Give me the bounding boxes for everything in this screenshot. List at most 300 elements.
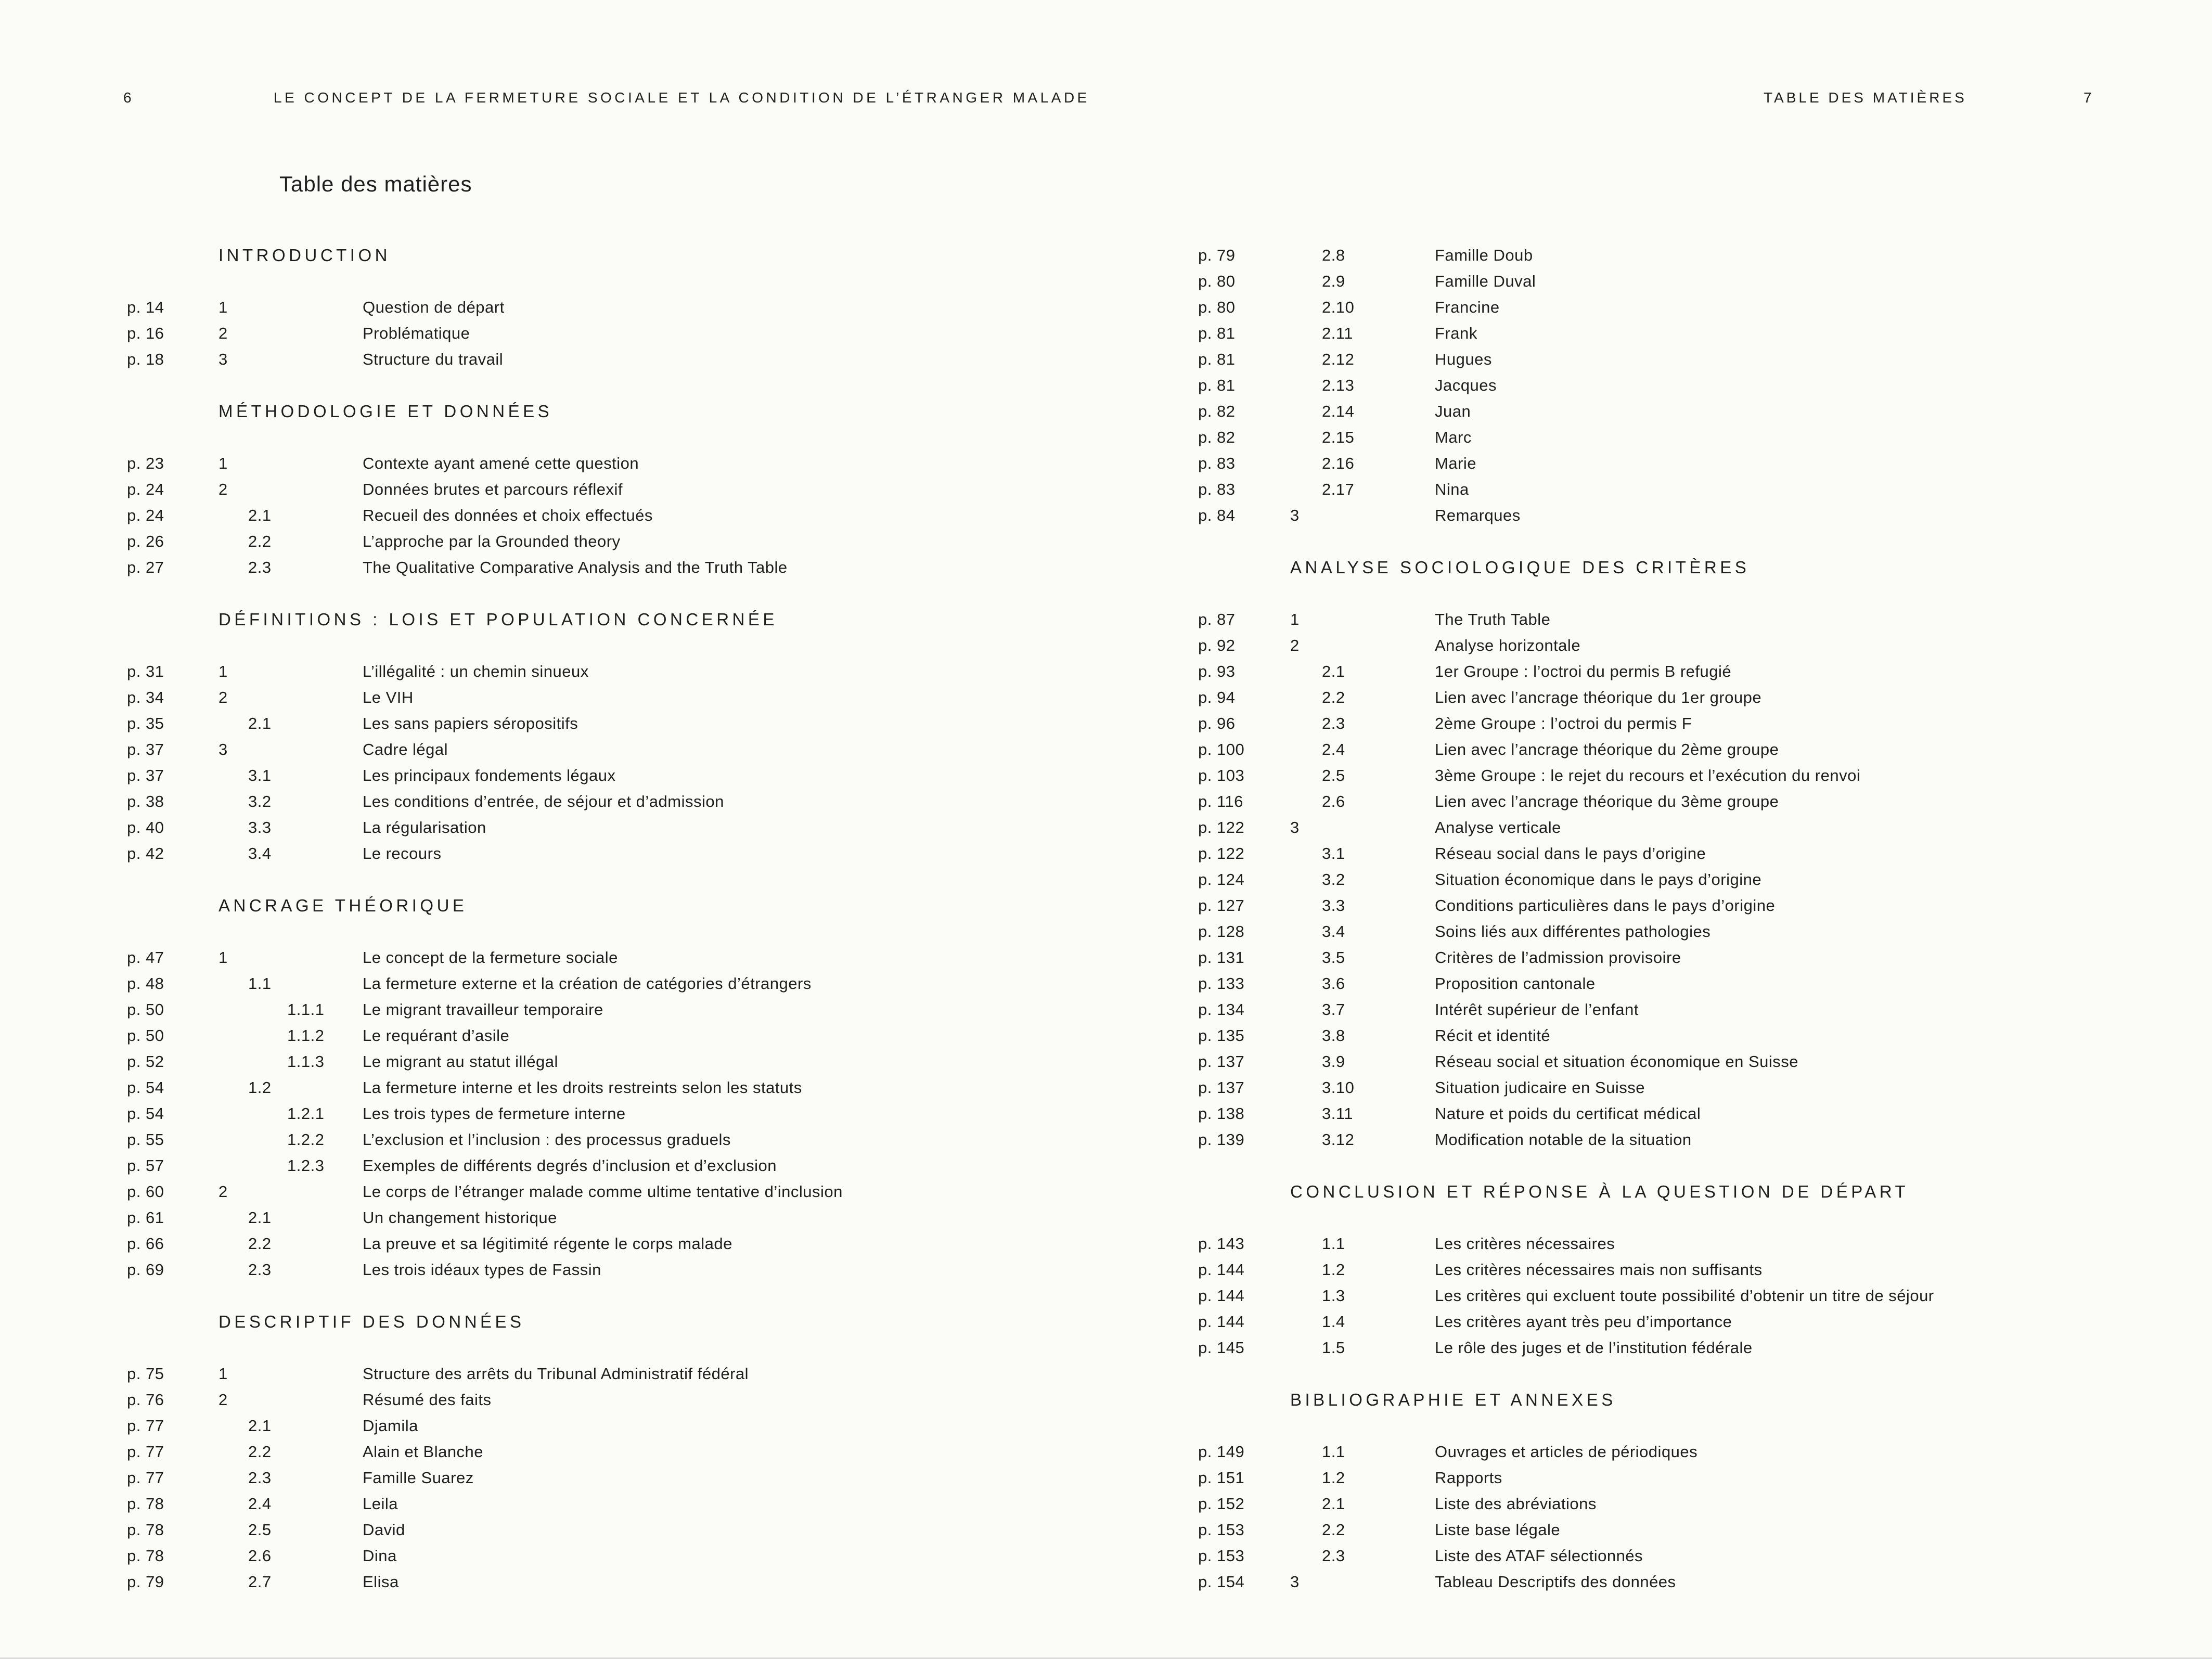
entry-title: Le corps de l’étranger malade comme ultime tentative d’inclusion [363, 1182, 843, 1201]
toc-entry [0, 477, 1106, 503]
entry-page-ref: p. 78 [127, 1521, 164, 1539]
entry-title: L’exclusion et l’inclusion : des processus graduels [363, 1130, 731, 1149]
entry-number: 2.12 [1322, 350, 1355, 368]
entry-page-ref: p. 149 [1198, 1443, 1245, 1461]
toc-entry [0, 555, 1106, 581]
toc-entry [1106, 945, 2212, 971]
entry-number: 3.4 [248, 844, 272, 863]
entry-number: 3 [1290, 506, 1300, 524]
toc-entry [0, 451, 1106, 477]
toc-entry [1106, 1543, 2212, 1569]
entry-page-ref: p. 122 [1198, 818, 1245, 837]
toc-entry [1106, 841, 2212, 867]
entry-page-ref: p. 122 [1198, 844, 1245, 863]
entry-page-ref: p. 84 [1198, 506, 1236, 524]
entry-number: 2 [218, 480, 228, 498]
entry-number: 1.4 [1322, 1313, 1345, 1331]
entry-number: 2.1 [248, 1208, 272, 1227]
section-heading: DESCRIPTIF DES DONNÉES [218, 1312, 525, 1331]
entry-page-ref: p. 31 [127, 662, 164, 680]
entry-title: 3ème Groupe : le rejet du recours et l’exécution du renvoi [1435, 766, 1861, 785]
toc-entry [1106, 320, 2212, 346]
entry-title: Structure du travail [363, 350, 504, 368]
entry-title: Francine [1435, 298, 1500, 316]
entry-number: 2 [1290, 636, 1300, 654]
toc-entry [0, 815, 1106, 841]
entry-number: 2.2 [248, 532, 272, 550]
entry-page-ref: p. 80 [1198, 298, 1236, 316]
entry-title: Réseau social et situation économique en Suisse [1435, 1052, 1799, 1071]
toc-entry [1106, 633, 2212, 659]
entry-page-ref: p. 81 [1198, 350, 1236, 368]
entry-number: 1 [218, 1365, 228, 1383]
entry-number: 3 [218, 350, 228, 368]
entry-page-ref: p. 137 [1198, 1078, 1245, 1097]
toc-entry [1106, 451, 2212, 477]
toc-entry [1106, 659, 2212, 685]
entry-number: 1.1.1 [287, 1000, 325, 1019]
toc-entry [1106, 919, 2212, 945]
entry-title: Les sans papiers séropositifs [363, 714, 578, 732]
entry-title: Rapports [1435, 1469, 1502, 1487]
entry-number: 3.8 [1322, 1026, 1345, 1045]
entry-page-ref: p. 48 [127, 974, 164, 993]
entry-title: Les critères nécessaires [1435, 1234, 1615, 1253]
entry-number: 1 [218, 662, 228, 680]
entry-page-ref: p. 80 [1198, 272, 1236, 290]
entry-page-ref: p. 76 [127, 1391, 164, 1409]
toc-entry [1106, 997, 2212, 1023]
entry-number: 2.15 [1322, 428, 1355, 446]
section-heading: CONCLUSION ET RÉPONSE À LA QUESTION DE DÉPART [1290, 1182, 1909, 1201]
entry-page-ref: p. 100 [1198, 740, 1245, 758]
entry-title: Recueil des données et choix effectués [363, 506, 653, 524]
toc-entry [1106, 711, 2212, 737]
entry-title: La régularisation [363, 818, 486, 837]
entry-page-ref: p. 35 [127, 714, 164, 732]
entry-number: 2.6 [1322, 792, 1345, 811]
entry-page-ref: p. 128 [1198, 922, 1245, 941]
entry-number: 3.1 [1322, 844, 1345, 863]
entry-title: Le recours [363, 844, 442, 863]
entry-page-ref: p. 83 [1198, 454, 1236, 472]
toc-column-left [0, 242, 1106, 1595]
entry-number: 3 [1290, 818, 1300, 837]
toc-entry [1106, 867, 2212, 893]
entry-number: 3.5 [1322, 948, 1345, 967]
toc-entry [1106, 372, 2212, 398]
toc-entry [1106, 971, 2212, 997]
entry-title: Conditions particulières dans le pays d’origine [1435, 896, 1776, 915]
toc-entry [1106, 1517, 2212, 1543]
entry-title: Cadre légal [363, 740, 448, 758]
entry-page-ref: p. 52 [127, 1052, 164, 1071]
entry-page-ref: p. 103 [1198, 766, 1245, 785]
entry-number: 1.1.3 [287, 1052, 325, 1071]
entry-number: 3.1 [248, 766, 272, 785]
entry-number: 1.2.3 [287, 1156, 325, 1175]
entry-title: Famille Duval [1435, 272, 1536, 290]
entry-title: Situation judicaire en Suisse [1435, 1078, 1645, 1097]
entry-title: Lien avec l’ancrage théorique du 1er groupe [1435, 688, 1762, 706]
toc-entry [0, 659, 1106, 685]
toc-entry [1106, 607, 2212, 633]
entry-number: 1.1 [1322, 1234, 1345, 1253]
entry-title: Soins liés aux différentes pathologies [1435, 922, 1711, 941]
entry-page-ref: p. 16 [127, 324, 164, 342]
toc-entry [0, 1101, 1106, 1127]
entry-title: L’illégalité : un chemin sinueux [363, 662, 589, 680]
entry-number: 2 [218, 1391, 228, 1409]
entry-number: 3.2 [1322, 870, 1345, 889]
toc-entry [1106, 503, 2212, 529]
toc-entry [1106, 893, 2212, 919]
entry-number: 2.1 [248, 506, 272, 524]
entry-page-ref: p. 144 [1198, 1261, 1245, 1279]
entry-page-ref: p. 87 [1198, 610, 1236, 628]
entry-title: Les principaux fondements légaux [363, 766, 616, 785]
entry-title: Le concept de la fermeture sociale [363, 948, 618, 967]
entry-title: Modification notable de la situation [1435, 1130, 1692, 1149]
toc-entry [0, 789, 1106, 815]
entry-number: 1 [218, 298, 228, 316]
entry-number: 2.2 [1322, 1521, 1345, 1539]
entry-number: 2.9 [1322, 272, 1345, 290]
entry-number: 1.2 [1322, 1469, 1345, 1487]
toc-entry [0, 1153, 1106, 1179]
entry-number: 2.5 [248, 1521, 272, 1539]
toc-entry [1106, 789, 2212, 815]
entry-number: 1.3 [1322, 1287, 1345, 1305]
toc-entry [1106, 398, 2212, 425]
entry-title: Question de départ [363, 298, 505, 316]
entry-number: 2.8 [1322, 246, 1345, 264]
entry-page-ref: p. 27 [127, 558, 164, 576]
entry-title: Nina [1435, 480, 1469, 498]
entry-number: 3.7 [1322, 1000, 1345, 1019]
entry-page-ref: p. 54 [127, 1104, 164, 1123]
entry-page-ref: p. 81 [1198, 376, 1236, 394]
toc-column-right [1106, 242, 2212, 1595]
toc-entry [1106, 737, 2212, 763]
toc-entry [1106, 685, 2212, 711]
entry-page-ref: p. 131 [1198, 948, 1245, 967]
entry-title: Les critères qui excluent toute possibilité d’obtenir un titre de séjour [1435, 1287, 1934, 1305]
entry-page-ref: p. 18 [127, 350, 164, 368]
entry-title: Djamila [363, 1417, 418, 1435]
entry-number: 2.1 [1322, 1495, 1345, 1513]
entry-title: Données brutes et parcours réflexif [363, 480, 623, 498]
toc-entry [0, 1439, 1106, 1465]
toc-entry [0, 1231, 1106, 1257]
entry-title: Nature et poids du certificat médical [1435, 1104, 1701, 1123]
entry-page-ref: p. 77 [127, 1469, 164, 1487]
section-heading: DÉFINITIONS : LOIS ET POPULATION CONCERNÉE [218, 610, 778, 629]
entry-number: 3.12 [1322, 1130, 1355, 1149]
toc-entry [0, 1361, 1106, 1387]
entry-page-ref: p. 82 [1198, 402, 1236, 420]
toc-entry [1106, 1049, 2212, 1075]
toc-entry [0, 685, 1106, 711]
toc-entry [1106, 1569, 2212, 1595]
page-title: Table des matières [279, 172, 472, 196]
entry-number: 2.1 [1322, 662, 1345, 680]
entry-title: Réseau social dans le pays d’origine [1435, 844, 1706, 863]
entry-page-ref: p. 135 [1198, 1026, 1245, 1045]
entry-page-ref: p. 138 [1198, 1104, 1245, 1123]
entry-title: Les critères ayant très peu d’importance [1435, 1313, 1732, 1331]
entry-page-ref: p. 134 [1198, 1000, 1245, 1019]
entry-title: 2ème Groupe : l’octroi du permis F [1435, 714, 1692, 732]
toc-entry [1106, 1257, 2212, 1283]
toc-entry [0, 1517, 1106, 1543]
entry-number: 3.10 [1322, 1078, 1355, 1097]
entry-page-ref: p. 79 [1198, 246, 1236, 264]
entry-title: Frank [1435, 324, 1477, 342]
entry-title: La fermeture interne et les droits restreints selon les statuts [363, 1078, 802, 1097]
entry-number: 2.13 [1322, 376, 1355, 394]
entry-page-ref: p. 37 [127, 740, 164, 758]
entry-number: 2.2 [248, 1234, 272, 1253]
entry-title: Le rôle des juges et de l’institution fédérale [1435, 1339, 1753, 1357]
entry-page-ref: p. 81 [1198, 324, 1236, 342]
toc-entry [0, 1049, 1106, 1075]
entry-title: Famille Doub [1435, 246, 1533, 264]
entry-title: Tableau Descriptifs des données [1435, 1573, 1676, 1591]
entry-title: Ouvrages et articles de périodiques [1435, 1443, 1698, 1461]
entry-page-ref: p. 54 [127, 1078, 164, 1097]
toc-entry [1106, 477, 2212, 503]
section-heading: INTRODUCTION [218, 246, 391, 265]
entry-title: La fermeture externe et la création de catégories d’étrangers [363, 974, 812, 993]
entry-page-ref: p. 78 [127, 1495, 164, 1513]
toc-entry [1106, 1101, 2212, 1127]
entry-title: Analyse horizontale [1435, 636, 1581, 654]
entry-number: 2 [218, 1182, 228, 1201]
toc-entry [1106, 1465, 2212, 1491]
entry-number: 3.2 [248, 792, 272, 811]
section-heading: ANALYSE SOCIOLOGIQUE DES CRITÈRES [1290, 558, 1750, 577]
entry-title: Remarques [1435, 506, 1521, 524]
entry-number: 3 [1290, 1573, 1300, 1591]
toc-entry [1106, 1075, 2212, 1101]
toc-entry [1106, 425, 2212, 451]
entry-page-ref: p. 50 [127, 1000, 164, 1019]
entry-title: Le migrant au statut illégal [363, 1052, 558, 1071]
entry-number: 2.4 [1322, 740, 1345, 758]
entry-page-ref: p. 78 [127, 1547, 164, 1565]
entry-page-ref: p. 153 [1198, 1521, 1245, 1539]
entry-page-ref: p. 152 [1198, 1495, 1245, 1513]
entry-title: Juan [1435, 402, 1471, 420]
entry-page-ref: p. 144 [1198, 1287, 1245, 1305]
entry-number: 2.1 [248, 1417, 272, 1435]
entry-number: 3.9 [1322, 1052, 1345, 1071]
entry-page-ref: p. 26 [127, 532, 164, 550]
entry-title: Les conditions d’entrée, de séjour et d’admission [363, 792, 724, 811]
entry-page-ref: p. 144 [1198, 1313, 1245, 1331]
entry-title: Analyse verticale [1435, 818, 1561, 837]
toc-entry [0, 1179, 1106, 1205]
entry-number: 2.2 [1322, 688, 1345, 706]
entry-number: 2.1 [248, 714, 272, 732]
toc-entry [1106, 1023, 2212, 1049]
entry-page-ref: p. 77 [127, 1443, 164, 1461]
entry-title: Critères de l’admission provisoire [1435, 948, 1681, 967]
toc-entry [0, 711, 1106, 737]
entry-page-ref: p. 127 [1198, 896, 1245, 915]
entry-number: 2.3 [1322, 1547, 1345, 1565]
toc-entry [0, 997, 1106, 1023]
entry-title: Les trois idéaux types de Fassin [363, 1261, 601, 1279]
entry-page-ref: p. 60 [127, 1182, 164, 1201]
entry-page-ref: p. 77 [127, 1417, 164, 1435]
toc-entry [0, 1127, 1106, 1153]
entry-page-ref: p. 124 [1198, 870, 1245, 889]
entry-title: The Truth Table [1435, 610, 1551, 628]
entry-title: Structure des arrêts du Tribunal Administratif fédéral [363, 1365, 749, 1383]
entry-page-ref: p. 137 [1198, 1052, 1245, 1071]
entry-title: Dina [363, 1547, 397, 1565]
entry-page-ref: p. 57 [127, 1156, 164, 1175]
toc-entry [1106, 1335, 2212, 1361]
entry-number: 1.2 [248, 1078, 272, 1097]
toc-entry [0, 1257, 1106, 1283]
entry-title: Situation économique dans le pays d’origine [1435, 870, 1762, 889]
entry-number: 2.14 [1322, 402, 1355, 420]
entry-title: Famille Suarez [363, 1469, 474, 1487]
entry-title: Liste base légale [1435, 1521, 1561, 1539]
entry-number: 3.4 [1322, 922, 1345, 941]
entry-page-ref: p. 14 [127, 298, 164, 316]
toc-entry [0, 1387, 1106, 1413]
entry-number: 2.6 [248, 1547, 272, 1565]
entry-page-ref: p. 75 [127, 1365, 164, 1383]
toc-entry [1106, 294, 2212, 320]
entry-page-ref: p. 116 [1198, 792, 1243, 811]
toc-entry [1106, 815, 2212, 841]
entry-page-ref: p. 143 [1198, 1234, 1245, 1253]
entry-page-ref: p. 47 [127, 948, 164, 967]
entry-page-ref: p. 23 [127, 454, 164, 472]
toc-entry [0, 945, 1106, 971]
running-header-right: TABLE DES MATIÈRES [1764, 89, 1967, 106]
entry-title: Marc [1435, 428, 1472, 446]
entry-title: Jacques [1435, 376, 1497, 394]
toc-entry [0, 1569, 1106, 1595]
page-number-right: 7 [2084, 89, 2092, 106]
running-header-left: LE CONCEPT DE LA FERMETURE SOCIALE ET LA CONDITION DE L’ÉTRANGER MALADE [274, 89, 1090, 106]
entry-title: Un changement historique [363, 1208, 557, 1227]
entry-page-ref: p. 92 [1198, 636, 1236, 654]
entry-page-ref: p. 37 [127, 766, 164, 785]
entry-page-ref: p. 55 [127, 1130, 164, 1149]
entry-page-ref: p. 139 [1198, 1130, 1245, 1149]
entry-title: Le requérant d’asile [363, 1026, 510, 1045]
toc-entry [1106, 1127, 2212, 1153]
entry-title: Intérêt supérieur de l’enfant [1435, 1000, 1639, 1019]
entry-number: 1.2 [1322, 1261, 1345, 1279]
entry-title: Les trois types de fermeture interne [363, 1104, 626, 1123]
entry-page-ref: p. 93 [1198, 662, 1236, 680]
entry-number: 2.3 [248, 558, 272, 576]
entry-page-ref: p. 50 [127, 1026, 164, 1045]
entry-number: 2.3 [1322, 714, 1345, 732]
toc-entry [0, 971, 1106, 997]
entry-page-ref: p. 34 [127, 688, 164, 706]
entry-title: David [363, 1521, 405, 1539]
entry-title: Contexte ayant amené cette question [363, 454, 639, 472]
entry-title: 1er Groupe : l’octroi du permis B refugié [1435, 662, 1732, 680]
entry-page-ref: p. 38 [127, 792, 164, 811]
entry-title: Récit et identité [1435, 1026, 1551, 1045]
entry-page-ref: p. 96 [1198, 714, 1236, 732]
entry-title: Lien avec l’ancrage théorique du 2ème groupe [1435, 740, 1779, 758]
toc-entry [0, 841, 1106, 867]
toc-entry [0, 346, 1106, 372]
entry-title: Proposition cantonale [1435, 974, 1596, 993]
entry-number: 3.11 [1322, 1104, 1354, 1123]
entry-title: Liste des ATAF sélectionnés [1435, 1547, 1643, 1565]
entry-title: Leila [363, 1495, 398, 1513]
toc-entry [0, 320, 1106, 346]
entry-title: Le VIH [363, 688, 414, 706]
entry-number: 1.1 [248, 974, 272, 993]
toc-entry [0, 763, 1106, 789]
page-number-left: 6 [123, 89, 132, 106]
toc-entry [0, 1023, 1106, 1049]
toc-entry [0, 1465, 1106, 1491]
section-heading: MÉTHODOLOGIE ET DONNÉES [218, 402, 553, 421]
entry-title: Exemples de différents degrés d’inclusion et d’exclusion [363, 1156, 777, 1175]
toc-entry [0, 294, 1106, 320]
entry-title: Hugues [1435, 350, 1492, 368]
toc-entry [1106, 1439, 2212, 1465]
entry-number: 3.6 [1322, 974, 1345, 993]
toc-entry [0, 1543, 1106, 1569]
entry-number: 2.5 [1322, 766, 1345, 785]
entry-title: The Qualitative Comparative Analysis and the Truth Table [363, 558, 788, 576]
toc-entry [1106, 1491, 2212, 1517]
entry-page-ref: p. 133 [1198, 974, 1245, 993]
entry-title: Le migrant travailleur temporaire [363, 1000, 603, 1019]
entry-number: 1 [1290, 610, 1300, 628]
toc-entry [1106, 1231, 2212, 1257]
entry-number: 3.3 [248, 818, 272, 837]
entry-page-ref: p. 42 [127, 844, 164, 863]
section-heading: BIBLIOGRAPHIE ET ANNEXES [1290, 1390, 1616, 1409]
toc-entry [0, 503, 1106, 529]
entry-number: 1.1 [1322, 1443, 1345, 1461]
entry-page-ref: p. 40 [127, 818, 164, 837]
entry-page-ref: p. 153 [1198, 1547, 1245, 1565]
section-heading: ANCRAGE THÉORIQUE [218, 896, 468, 915]
entry-number: 2 [218, 688, 228, 706]
entry-number: 2.10 [1322, 298, 1355, 316]
entry-number: 1.1.2 [287, 1026, 325, 1045]
entry-page-ref: p. 69 [127, 1261, 164, 1279]
toc-entry [0, 1491, 1106, 1517]
entry-page-ref: p. 24 [127, 480, 164, 498]
entry-page-ref: p. 94 [1198, 688, 1236, 706]
entry-title: Les critères nécessaires mais non suffisants [1435, 1261, 1763, 1279]
entry-title: La preuve et sa légitimité régente le corps malade [363, 1234, 732, 1253]
entry-number: 2 [218, 324, 228, 342]
entry-number: 2.16 [1322, 454, 1355, 472]
toc-entry [1106, 1283, 2212, 1309]
entry-number: 1 [218, 454, 228, 472]
entry-number: 2.3 [248, 1469, 272, 1487]
